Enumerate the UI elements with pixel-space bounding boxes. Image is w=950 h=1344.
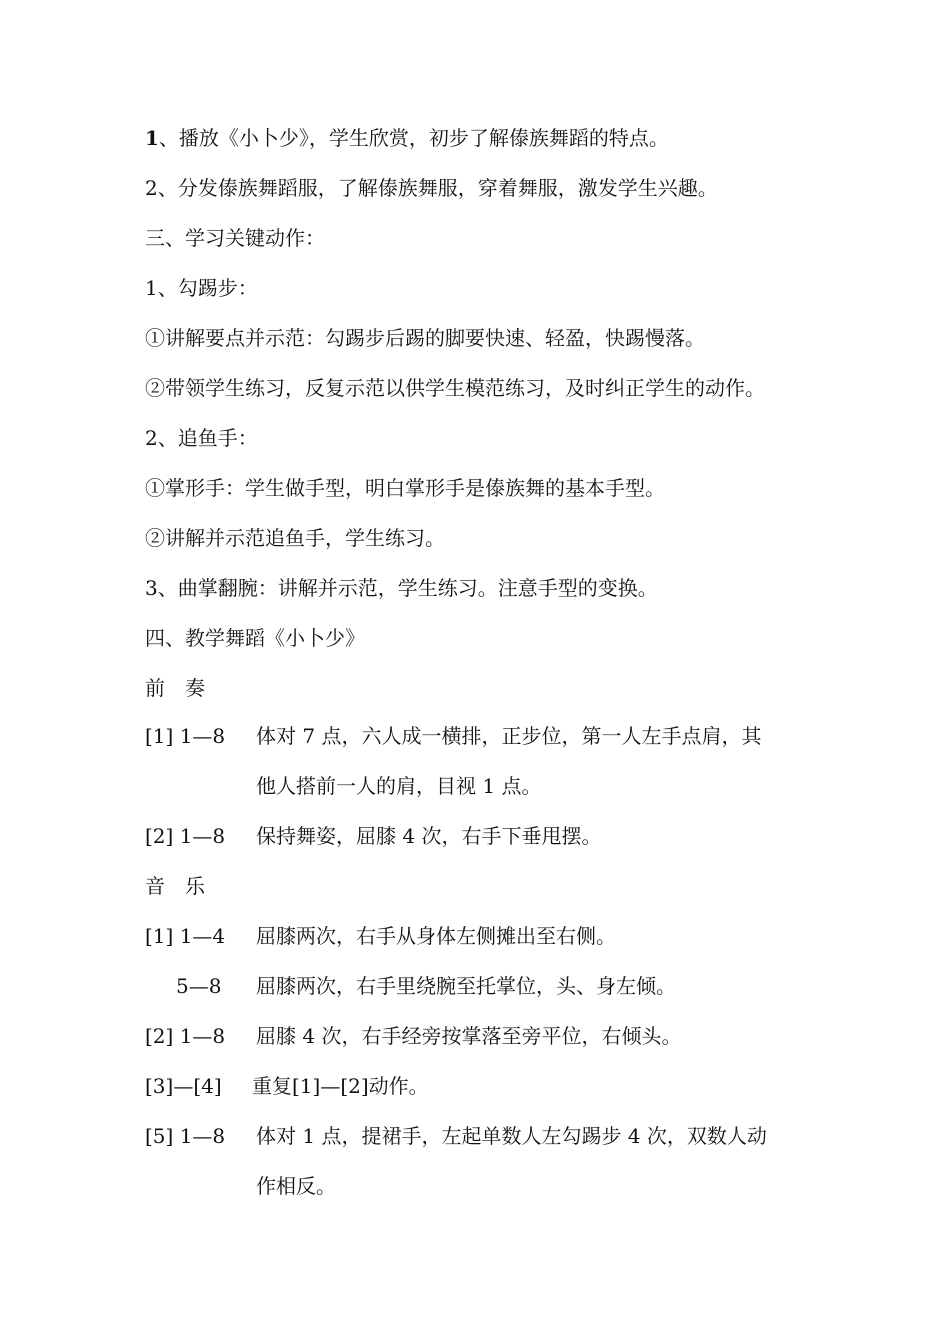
step-description: 屈膝两次，右手里绕腕至托掌位，头、身左倾。 — [256, 974, 676, 998]
section-3-sub-3: 3、曲掌翻腕：讲解并示范，学生练习。注意手型的变换。 — [145, 576, 658, 600]
section-3-heading: 三、学习关键动作： — [145, 226, 325, 250]
step-label: [2] 1—8 — [145, 824, 226, 848]
section-4-heading: 四、教学舞蹈《小卜少》 — [145, 626, 365, 650]
step-description: 屈膝两次，右手从身体左侧摊出至右侧。 — [256, 924, 616, 948]
music-heading: 音 乐 — [145, 874, 205, 898]
step-label: [3]—[4] — [145, 1074, 222, 1098]
section-3-sub-2-b: ②讲解并示范追鱼手，学生练习。 — [145, 526, 445, 550]
step-label: 5—8 — [176, 974, 222, 998]
step-description: 体对 7 点，六人成一横排，正步位，第一人左手点肩，其 — [256, 724, 762, 748]
step-description-continued: 他人搭前一人的肩，目视 1 点。 — [256, 774, 542, 798]
intro-item-1-number: 1 — [145, 126, 159, 150]
step-description: 屈膝 4 次，右手经旁按掌落至旁平位，右倾头。 — [256, 1024, 682, 1048]
step-description: 体对 1 点，提裙手，左起单数人左勾踢步 4 次，双数人动 — [256, 1124, 767, 1148]
intro-item-2: 2、分发傣族舞蹈服，了解傣族舞服，穿着舞服，激发学生兴趣。 — [145, 176, 718, 200]
prelude-heading: 前 奏 — [145, 676, 205, 700]
section-3-sub-1: 1、勾踢步： — [145, 276, 258, 300]
step-label: [2] 1—8 — [145, 1024, 226, 1048]
section-3-sub-1-a: ①讲解要点并示范：勾踢步后踢的脚要快速、轻盈，快踢慢落。 — [145, 326, 705, 350]
intro-item-1 — [145, 124, 669, 152]
step-description-continued: 作相反。 — [256, 1174, 336, 1198]
section-3-sub-2: 2、追鱼手： — [145, 426, 258, 450]
section-3-sub-1-b: ②带领学生练习，反复示范以供学生模范练习，及时纠正学生的动作。 — [145, 376, 765, 400]
section-3-sub-2-a: ①掌形手：学生做手型，明白掌形手是傣族舞的基本手型。 — [145, 476, 665, 500]
step-label: [5] 1—8 — [145, 1124, 226, 1148]
step-label: [1] 1—4 — [145, 924, 226, 948]
intro-item-1-text: 、播放《小卜少》，学生欣赏，初步了解傣族舞蹈的特点。 — [158, 126, 669, 150]
step-description: 重复[1]—[2]动作。 — [252, 1074, 429, 1098]
step-description: 保持舞姿，屈膝 4 次，右手下垂甩摆。 — [256, 824, 602, 848]
step-label: [1] 1—8 — [145, 724, 226, 748]
